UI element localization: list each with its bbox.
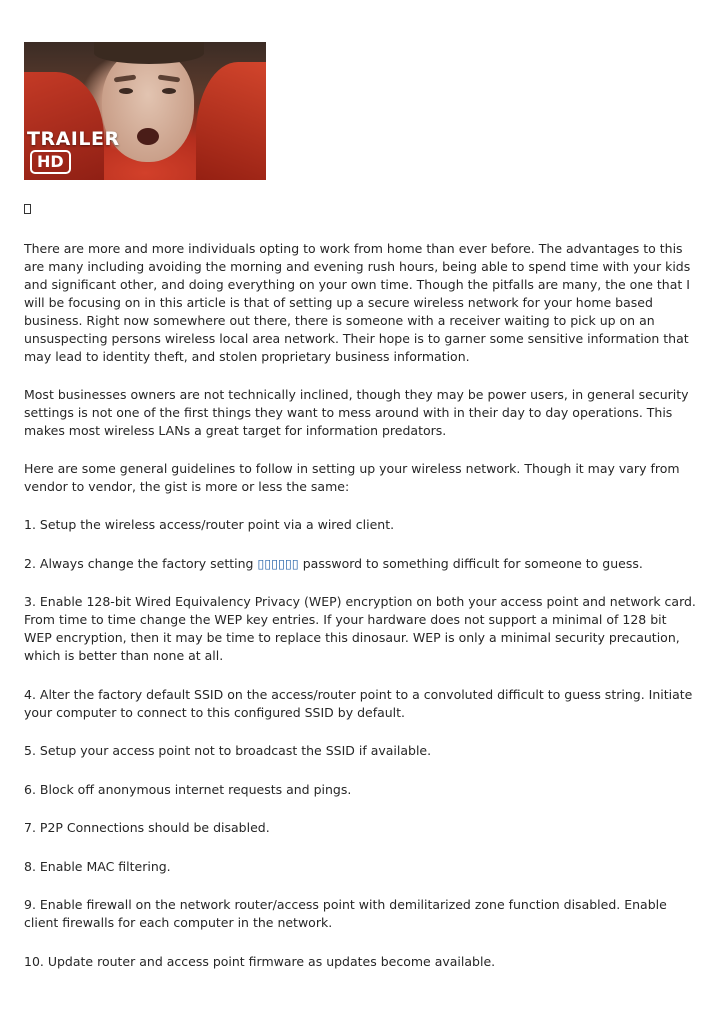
eye-shape	[162, 88, 176, 94]
hood-shape	[196, 62, 266, 180]
article-page	[24, 42, 696, 991]
eye-shape	[119, 88, 133, 94]
guideline-step-8: 8. Enable MAC filtering.	[24, 858, 171, 874]
guideline-step-6: 6. Block off anonymous internet requests and pings.	[24, 781, 352, 797]
guideline-step-9: 9. Enable firewall on the network router/access point with demilitarized zone function disabled. Enable client firewalls for each computer in the network.	[24, 897, 667, 930]
guideline-step-1: 1. Setup the wireless access/router point via a wired client.	[24, 517, 395, 532]
guideline-step-10: 10. Update router and access point firmware as updates become available.	[24, 953, 496, 969]
guideline-step-7: 7. P2P Connections should be disabled.	[24, 820, 270, 835]
missing-glyph-icon	[24, 204, 31, 214]
guideline-step-2	[24, 555, 696, 573]
intro-paragraph: There are more and more individuals opting to work from home than ever before. The advantages to this are many including avoiding the morning and evening rush hours, being able to spend time with your kids and significant other, and doing everything on your own time. Though the pitfalls are many, the one that I will be focusing on in this article is that of setting up a secure wireless network for your home based business. Right now somewhere out there, there is someone with a receiver waiting to pick up on an unsuspecting persons wireless local area network. Their hope is to garner some sensitive information that may lead to identity theft, and stolen proprietary business information.	[24, 241, 691, 364]
guideline-step-5: 5. Setup your access point not to broadcast the SSID if available.	[24, 743, 432, 758]
thumbnail-hd-badge: HD	[30, 150, 71, 174]
intro-paragraph: Most businesses owners are not technically inclined, though they may be power users, in general security settings is not one of the first things they want to mess around with in their day to day operations. This makes most wireless LANs a great target for information predators.	[24, 387, 689, 438]
inline-link[interactable]: ▯▯▯▯▯▯	[257, 555, 299, 571]
trailer-thumbnail[interactable]	[24, 42, 266, 180]
intro-paragraph: Here are some general guidelines to follow in setting up your wireless network. Though it may vary from vendor to vendor, the gist is more or less the same:	[24, 461, 680, 494]
thumbnail-trailer-label: TRAILER	[27, 128, 120, 150]
mouth-shape	[137, 128, 159, 145]
missing-glyph-line	[24, 180, 696, 218]
guideline-step-3: 3. Enable 128-bit Wired Equivalency Privacy (WEP) encryption on both your access point and network card. From time to time change the WEP key entries. If your hardware does not support a minimal of 128 bit WEP encryption, then it may be time to replace this dinosaur. WEP is only a minimal security precaution, which is better than none at all.	[24, 594, 696, 663]
step-2-text-before: 2. Always change the factory setting	[24, 555, 258, 571]
step-2-text-after: password to something difficult for someone to guess.	[298, 555, 643, 571]
hair-shape	[94, 42, 204, 64]
guideline-step-4: 4. Alter the factory default SSID on the access/router point to a convoluted difficult to guess string. Initiate your computer to connect to this configured SSID by default.	[24, 686, 693, 720]
article-body	[24, 240, 696, 971]
